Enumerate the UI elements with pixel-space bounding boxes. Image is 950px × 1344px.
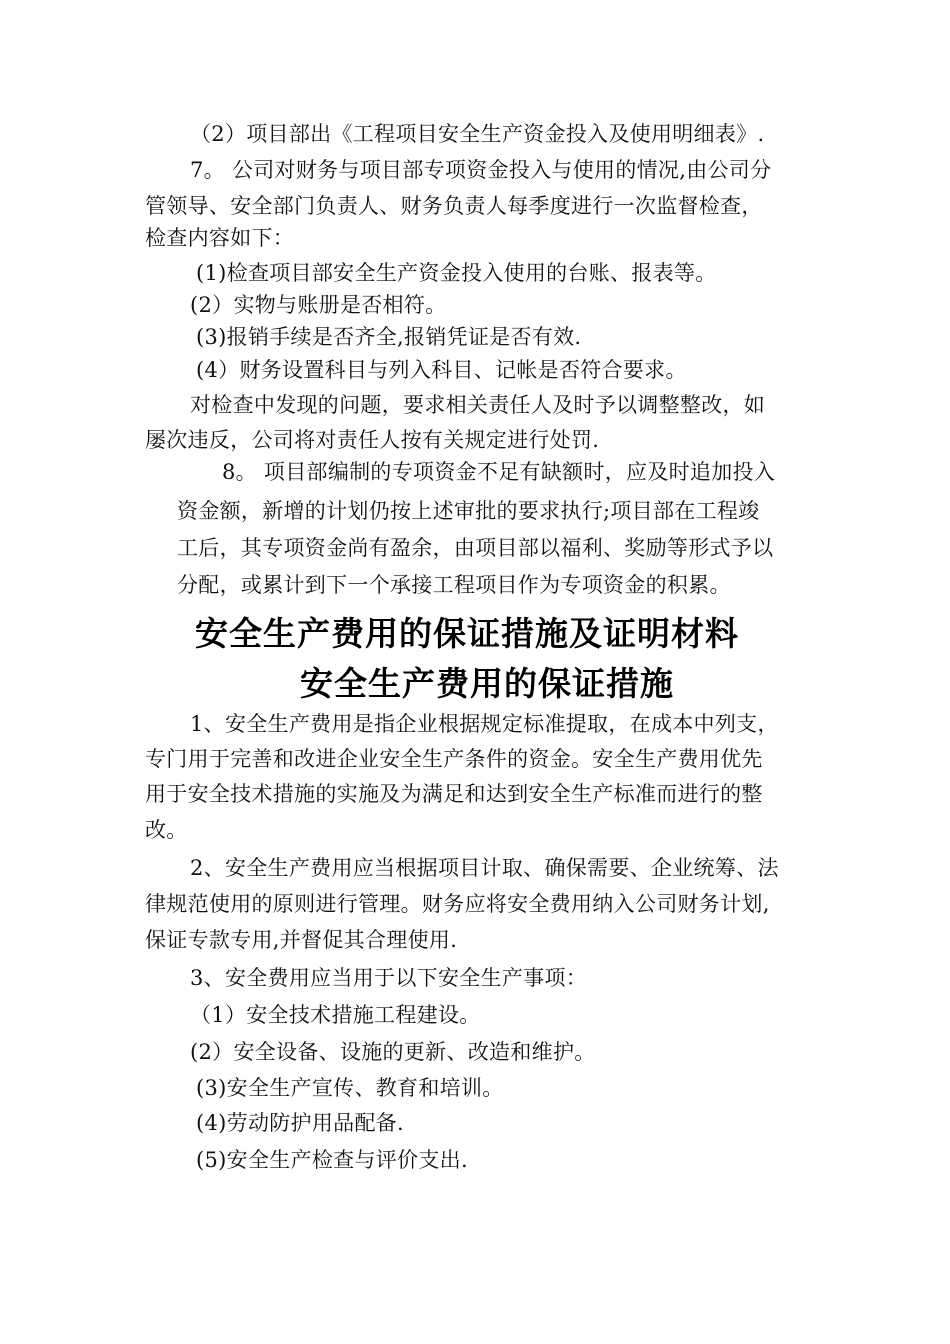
check-item-1: (1)检查项目部安全生产资金投入使用的台账、报表等。 — [196, 261, 717, 285]
check-item-2: (2）实物与账册是否相符。 — [190, 293, 447, 317]
followup-line-1: 对检查中发现的问题，要求相关责任人及时予以调整整改，如 — [190, 393, 766, 417]
measure-item-4: (4)劳动防护用品配备. — [196, 1111, 405, 1135]
measure-2-line-3: 保证专款专用,并督促其合理使用. — [145, 928, 458, 952]
section7-para-line-2: 管领导、安全部门负责人、财务负责人每季度进行一次监督检查， — [145, 194, 763, 218]
measure-item-2: (2）安全设备、设施的更新、改造和维护。 — [190, 1040, 596, 1064]
section7-item2: （2）项目部出《工程项目安全生产资金投入及使用明细表》. — [190, 122, 765, 146]
measure-2-line-2: 律规范使用的原则进行管理。财务应将安全费用纳入公司财务计划, — [145, 892, 770, 916]
measure-1-line-1: 1、安全生产费用是指企业根据规定标准提取，在成本中列支， — [190, 712, 779, 736]
measure-3-line: 3、安全费用应当用于以下安全生产事项： — [190, 966, 588, 990]
section8-line-4: 分配，或累计到下一个承接工程项目作为专项资金的积累。 — [177, 573, 731, 597]
measure-item-5: (5)安全生产检查与评价支出. — [196, 1148, 468, 1172]
main-heading: 安全生产费用的保证措施及证明材料 — [195, 614, 739, 653]
measure-1-line-3: 用于安全技术措施的实施及为满足和达到安全生产标准而进行的整 — [145, 782, 763, 806]
measure-item-1: （1）安全技术措施工程建设。 — [190, 1003, 481, 1027]
section8-line-1: 8。 项目部编制的专项资金不足有缺额时，应及时追加投入 — [222, 460, 776, 484]
measure-2-line-1: 2、安全生产费用应当根据项目计取、确保需要、企业统筹、法 — [190, 856, 779, 880]
followup-line-2: 屡次违反，公司将对责任人按有关规定进行处罚. — [145, 428, 600, 452]
section8-line-2: 资金额，新增的计划仍按上述审批的要求执行;项目部在工程竣 — [177, 499, 760, 523]
check-item-4: (4）财务设置科目与列入科目、记帐是否符合要求。 — [196, 358, 687, 382]
section7-para-line-3: 检查内容如下： — [145, 226, 295, 250]
measure-1-line-2: 专门用于完善和改进企业安全生产条件的资金。安全生产费用优先 — [145, 747, 763, 771]
measure-item-3: (3)安全生产宣传、教育和培训。 — [196, 1076, 504, 1100]
section7-para-line-1: 7。 公司对财务与项目部专项资金投入与使用的情况,由公司分 — [190, 158, 772, 182]
section8-line-3: 工后，其专项资金尚有盈余，由项目部以福利、奖励等形式予以 — [177, 536, 774, 560]
sub-heading: 安全生产费用的保证措施 — [300, 664, 674, 703]
check-item-3: (3)报销手续是否齐全,报销凭证是否有效. — [196, 325, 582, 349]
measure-1-line-4: 改。 — [145, 818, 188, 842]
